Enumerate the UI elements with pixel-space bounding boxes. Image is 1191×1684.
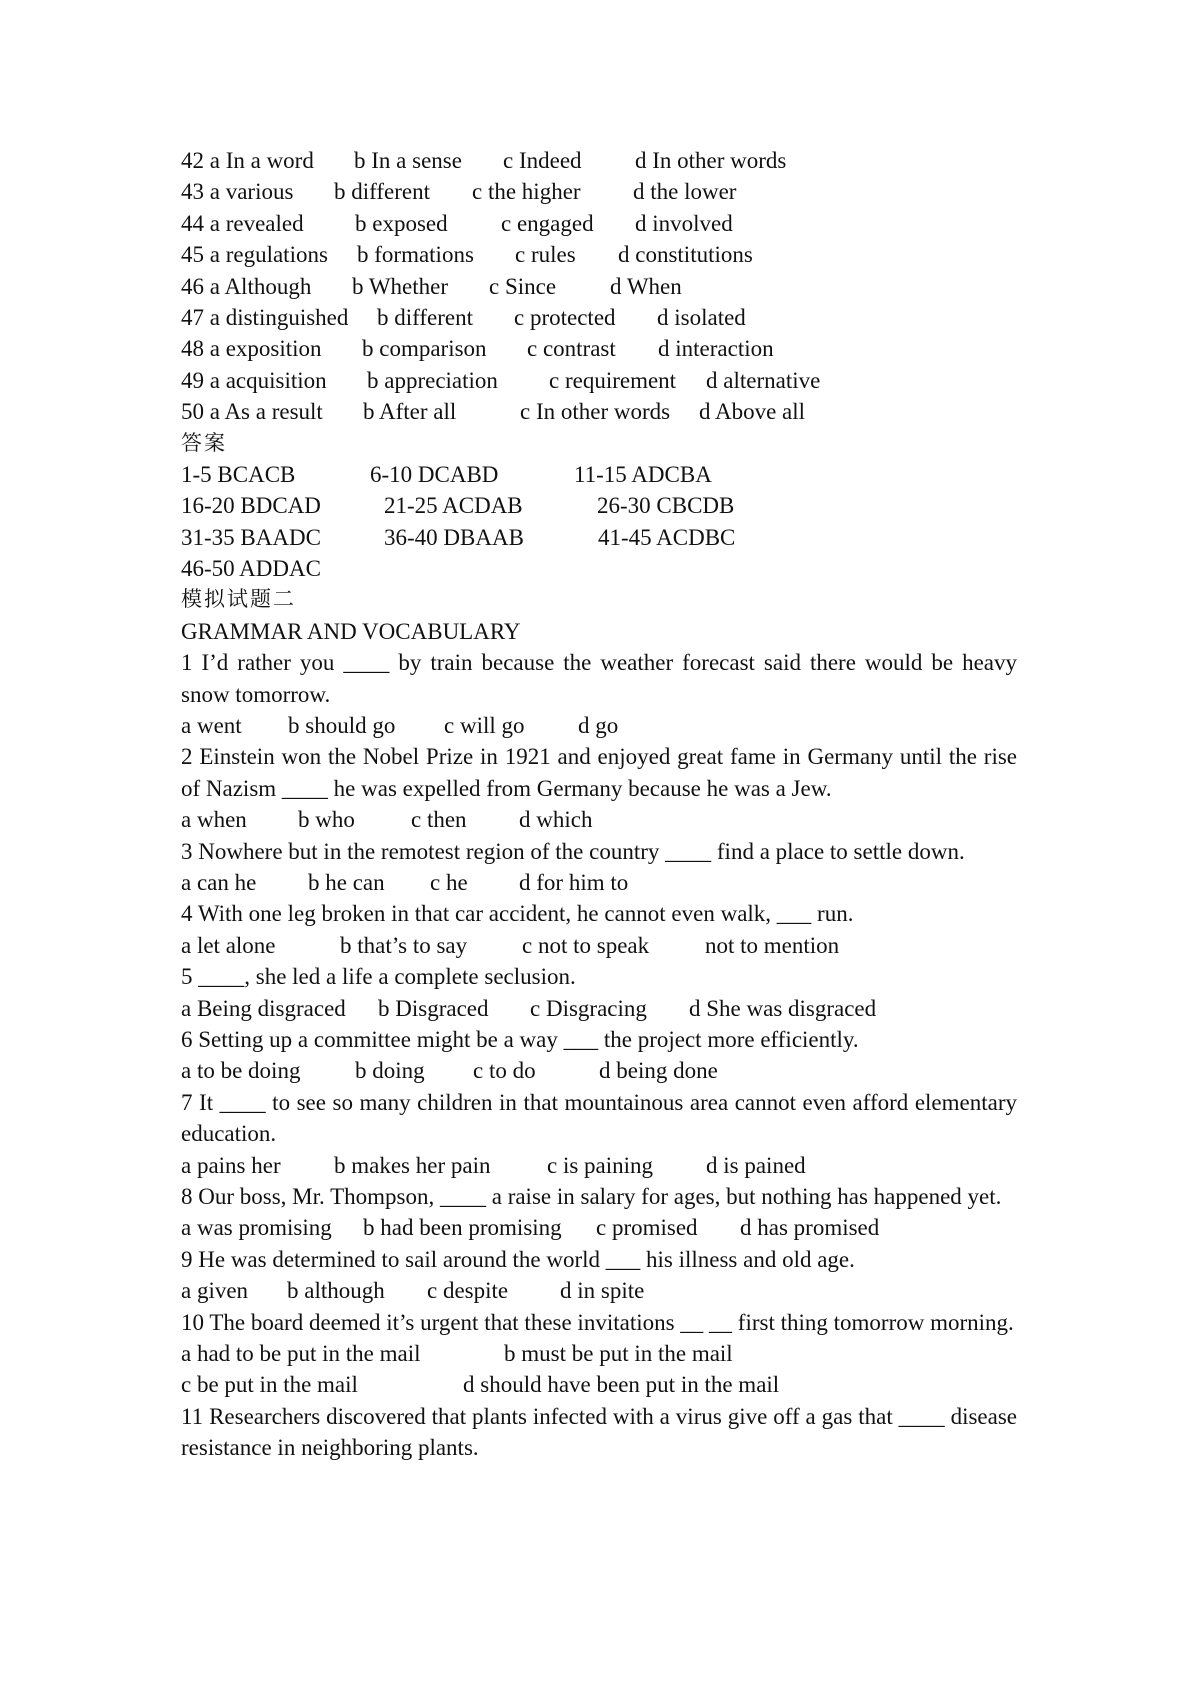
question-stem-1: 1 I’d rather you ____ by train because the weather forecast said there would be heavy snow tomorrow.	[181, 650, 1017, 707]
question-options-6	[181, 1055, 1017, 1086]
question-stem-6: 6 Setting up a committee might be a way ___ the project more efficiently.	[181, 1027, 859, 1053]
option-d: d should have been put in the mail	[463, 1372, 780, 1398]
question-row-46	[181, 271, 1017, 302]
answer-row	[181, 522, 1017, 553]
option-a: a had to be put in the mail	[181, 1341, 421, 1367]
option-c: c Disgracing	[530, 995, 647, 1021]
option-d: d being done	[599, 1058, 718, 1084]
document-page	[181, 145, 1017, 1464]
question-row-43	[181, 176, 1017, 207]
option-b: b doing	[355, 1058, 425, 1084]
option-b: b must be put in the mail	[504, 1341, 733, 1367]
question-options-10-row2	[181, 1369, 1017, 1400]
option-a: 50 a As a result	[181, 399, 323, 425]
option-a: 47 a distinguished	[181, 304, 349, 330]
option-a: a Being disgraced	[181, 995, 346, 1021]
question-stem-4: 4 With one leg broken in that car accident, he cannot even walk, ___ run.	[181, 901, 854, 927]
option-b: b had been promising	[363, 1215, 562, 1241]
question-row-48	[181, 333, 1017, 364]
option-c: c he	[430, 870, 468, 896]
option-c: c In other words	[520, 399, 671, 425]
answer-group: 16-20 BDCAD	[181, 493, 321, 519]
answer-group: 41-45 ACDBC	[598, 524, 736, 550]
option-c: c protected	[514, 304, 616, 330]
option-d: d In other words	[635, 148, 787, 173]
question-row-50	[181, 396, 1017, 427]
option-b: b different	[377, 304, 474, 330]
question-options-10-row1	[181, 1338, 1017, 1369]
question-options-5	[181, 993, 1017, 1024]
answer-row	[181, 553, 1017, 584]
option-a: a was promising	[181, 1215, 332, 1241]
option-a: 49 a acquisition	[181, 367, 327, 393]
answer-group: 31-35 BAADC	[181, 524, 321, 550]
question-stem-2: 2 Einstein won the Nobel Prize in 1921 and enjoyed great fame in Germany until the rise of Nazism ____ he was expelled from Germany because he was a Jew.	[181, 744, 1017, 801]
section-heading: GRAMMAR AND VOCABULARY	[181, 618, 521, 644]
option-a: a can he	[181, 870, 257, 896]
option-c: c requirement	[549, 367, 677, 393]
question-stem-3: 3 Nowhere but in the remotest region of the country ____ find a place to settle down.	[181, 838, 965, 864]
answer-group: 26-30 CBCDB	[597, 493, 735, 519]
answer-row	[181, 459, 1017, 490]
option-d: d She was disgraced	[689, 995, 877, 1021]
option-d: d alternative	[706, 367, 821, 393]
answer-group: 36-40 DBAAB	[384, 524, 524, 550]
option-c: c contrast	[527, 336, 616, 362]
option-d: d has promised	[740, 1215, 880, 1241]
option-b: b Disgraced	[378, 995, 489, 1021]
answer-group: 21-25 ACDAB	[384, 493, 523, 519]
option-c: c is paining	[547, 1152, 654, 1178]
answer-group: 46-50 ADDAC	[181, 556, 321, 582]
option-b: b exposed	[355, 210, 448, 236]
option-a: 42 a In a word	[181, 148, 314, 173]
option-c: c not to speak	[522, 932, 650, 958]
test-title: 模拟试题二	[181, 587, 296, 612]
option-d: d is pained	[706, 1152, 806, 1178]
answer-row	[181, 490, 1017, 521]
option-c: c rules	[515, 242, 576, 268]
answers-heading: 答案	[181, 430, 227, 455]
option-c: c to do	[473, 1058, 536, 1084]
option-b: b comparison	[362, 336, 487, 362]
answer-group: 1-5 BCACB	[181, 461, 296, 487]
option-b: b who	[298, 807, 355, 833]
question-options-2	[181, 804, 1017, 835]
question-options-9	[181, 1275, 1017, 1306]
option-c: c despite	[427, 1278, 509, 1304]
option-d: d go	[578, 713, 619, 739]
option-a: 43 a various	[181, 179, 294, 205]
option-b: b should go	[288, 713, 396, 739]
question-stem-9: 9 He was determined to sail around the world ___ his illness and old age.	[181, 1246, 855, 1272]
answer-group: 11-15 ADCBA	[574, 461, 712, 487]
question-row-49	[181, 365, 1017, 396]
option-a: a when	[181, 807, 247, 833]
option-a: 46 a Although	[181, 273, 312, 299]
option-c: c engaged	[501, 210, 594, 236]
option-d: d involved	[635, 210, 733, 236]
option-c: c will go	[444, 713, 525, 739]
option-b: b After all	[363, 399, 457, 425]
option-c: c Indeed	[503, 148, 582, 173]
option-d: d When	[610, 273, 682, 299]
option-b: b although	[287, 1278, 385, 1304]
option-a: a pains her	[181, 1152, 281, 1178]
option-a: a let alone	[181, 932, 276, 958]
option-c: c promised	[596, 1215, 698, 1241]
option-a: 45 a regulations	[181, 242, 328, 268]
option-a: a to be doing	[181, 1058, 301, 1084]
option-b: b that’s to say	[340, 932, 468, 958]
question-stem-5: 5 ____, she led a life a complete seclusion.	[181, 964, 576, 990]
option-a: a given	[181, 1278, 249, 1304]
question-options-7	[181, 1150, 1017, 1181]
option-d: d constitutions	[618, 242, 753, 268]
answer-group: 6-10 DCABD	[370, 461, 499, 487]
question-row-42	[181, 145, 1017, 176]
option-d: d Above all	[699, 399, 806, 425]
option-d: d for him to	[519, 870, 629, 896]
option-a: 48 a exposition	[181, 336, 322, 362]
option-b: b makes her pain	[334, 1152, 491, 1178]
question-row-44	[181, 208, 1017, 239]
option-b: b formations	[357, 242, 474, 268]
option-d: d isolated	[657, 304, 746, 330]
question-options-8	[181, 1212, 1017, 1243]
option-d: d interaction	[658, 336, 774, 362]
option-c: c then	[411, 807, 467, 833]
option-a: a went	[181, 713, 242, 739]
option-b: b Whether	[352, 273, 449, 299]
question-stem-7: 7 It ____ to see so many children in that mountainous area cannot even afford elementary education.	[181, 1089, 1017, 1147]
option-b: b he can	[308, 870, 385, 896]
option-d: d the lower	[633, 179, 737, 205]
question-options-4	[181, 930, 1017, 961]
option-a: 44 a revealed	[181, 210, 304, 236]
question-stem-10: 10 The board deemed it’s urgent that these invitations __ __ first thing tomorrow morning.	[181, 1309, 1014, 1335]
option-c: c be put in the mail	[181, 1372, 358, 1398]
option-d: d which	[519, 807, 593, 833]
question-stem-8: 8 Our boss, Mr. Thompson, ____ a raise in salary for ages, but nothing has happened yet.	[181, 1184, 1002, 1210]
question-row-47	[181, 302, 1017, 333]
question-options-1	[181, 710, 1017, 741]
option-b: b appreciation	[367, 367, 498, 393]
question-row-45	[181, 239, 1017, 270]
question-stem-11: 11 Researchers discovered that plants infected with a virus give off a gas that ____ disease resistance in neighboring plants.	[181, 1403, 1017, 1461]
option-b: b different	[334, 179, 431, 205]
option-d: not to mention	[705, 932, 840, 958]
option-d: d in spite	[560, 1278, 645, 1304]
option-c: c the higher	[472, 179, 581, 205]
question-options-3	[181, 867, 1017, 898]
option-b: b In a sense	[354, 148, 462, 173]
option-c: c Since	[489, 273, 557, 299]
